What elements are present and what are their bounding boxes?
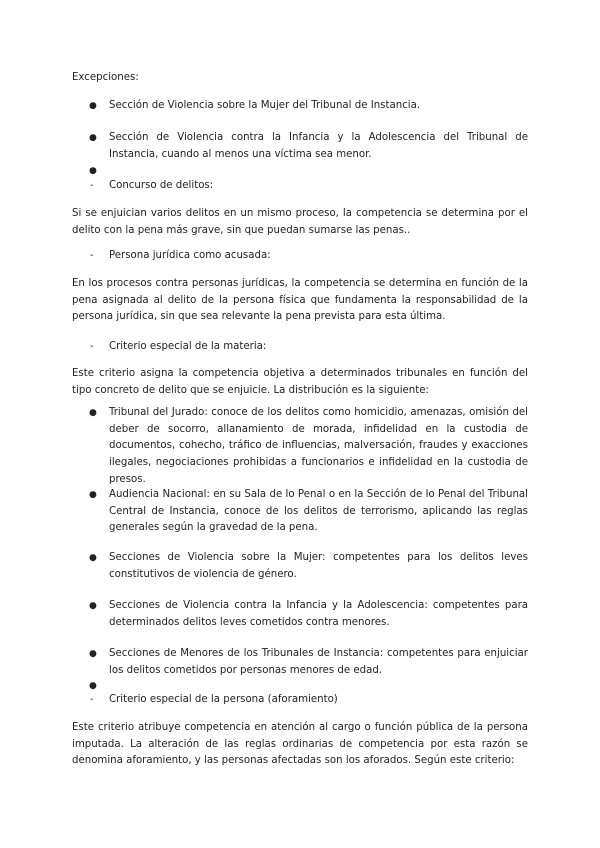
- section-text-materia: Este criterio asigna la competencia objetiva a determinados tribunales en función del tipo concreto de delito que se enjuicie. La distribución es la siguiente:: [72, 368, 528, 396]
- bullet-marker: ●: [89, 601, 97, 611]
- dash-marker: -: [90, 341, 94, 352]
- section-title-persona-juridica: Persona jurídica como acusada:: [109, 250, 271, 261]
- bullet-marker: ●: [89, 101, 97, 111]
- bullet-marker: ●: [89, 649, 97, 659]
- materia-item: Audiencia Nacional: en su Sala de lo Penal o en la Sección de lo Penal del Tribunal Central de Instancia, conoce de los delitos de terrorismo, aplicando las reglas generales según la gravedad de la pena.: [109, 489, 528, 534]
- heading-excepciones: Excepciones:: [72, 72, 139, 83]
- materia-item: Secciones de Violencia contra la Infancia y la Adolescencia: competentes para determinados delitos leves cometidos contra menores.: [109, 600, 528, 628]
- dash-marker: -: [90, 694, 94, 705]
- exception-item: Sección de Violencia contra la Infancia y la Adolescencia del Tribunal de Instancia, cuando al menos una víctima sea menor.: [109, 132, 528, 160]
- bullet-marker: ●: [89, 166, 97, 176]
- materia-item: Secciones de Menores de los Tribunales de Instancia: competentes para enjuiciar los delitos cometidos por personas menores de edad.: [109, 648, 528, 676]
- section-title-materia: Criterio especial de la materia:: [109, 341, 267, 352]
- section-text-concurso: Si se enjuician varios delitos en un mismo proceso, la competencia se determina por el delito con la pena más grave, sin que puedan sumarse las penas..: [72, 208, 528, 236]
- materia-item: Secciones de Violencia sobre la Mujer: competentes para los delitos leves constitutivos de violencia de género.: [109, 552, 528, 580]
- dash-marker: -: [90, 180, 94, 191]
- bullet-marker: ●: [89, 681, 97, 691]
- exception-item: Sección de Violencia sobre la Mujer del Tribunal de Instancia.: [109, 100, 421, 111]
- section-title-persona: Criterio especial de la persona (aforamiento): [109, 694, 338, 705]
- bullet-marker: ●: [89, 133, 97, 143]
- bullet-marker: ●: [89, 408, 97, 418]
- section-text-persona-juridica: En los procesos contra personas jurídicas, la competencia se determina en función de la pena asignada al delito de la persona física que fundamenta la responsabilidad de la persona jurídica, sin que sea relevante la pena prevista para esta última.: [72, 278, 528, 323]
- section-text-persona: Este criterio atribuye competencia en atención al cargo o función pública de la persona imputada. La alteración de las reglas ordinarias de competencia por esta razón se denomina aforamiento, y las personas afectadas son los aforados. Según este criterio:: [72, 722, 528, 767]
- dash-marker: -: [90, 250, 94, 261]
- materia-item: Tribunal del Jurado: conoce de los delitos como homicidio, amenazas, omisión del deber de socorro, allanamiento de morada, infidelidad en la custodia de documentos, cohecho, tráfico de influencias, malversación, fraudes y exacciones ilegales, negociaciones prohibidas a funcionarios e infidelidad en la custodia de presos.: [109, 407, 528, 485]
- section-title-concurso: Concurso de delitos:: [109, 180, 214, 191]
- bullet-marker: ●: [89, 553, 97, 563]
- bullet-marker: ●: [89, 490, 97, 500]
